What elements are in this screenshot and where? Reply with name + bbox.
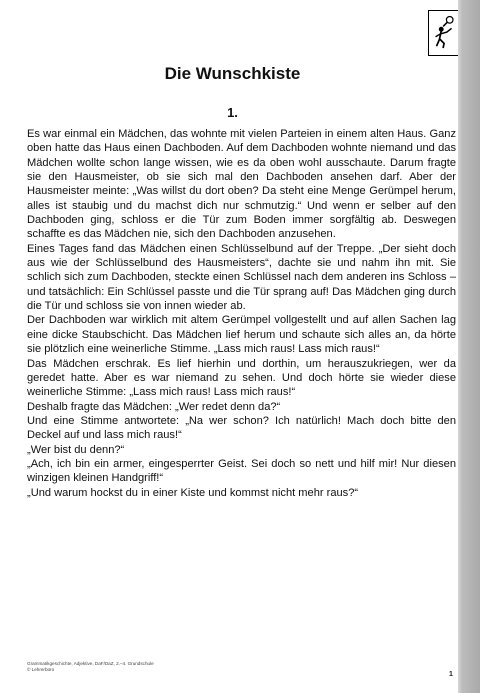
paragraph: „Ach, ich bin ein armer, eingesperrter Geist. Sei doch so nett und hilf mir! Nur diesen winzigen kleinen Handgriff!“: [27, 457, 456, 485]
story-text: [27, 127, 456, 500]
paragraph: „Wer bist du denn?“: [27, 443, 125, 456]
paragraph: „Und warum hockst du in einer Kiste und kommst nicht mehr raus?“: [27, 486, 359, 499]
footer: [27, 661, 327, 672]
page-edge-shadow: [458, 0, 480, 693]
footer-copyright: © Lehrerbüro: [27, 666, 55, 672]
paragraph: Deshalb fragte das Mädchen: „Wer redet denn da?“: [27, 400, 281, 413]
person-with-magnifier-icon: [428, 10, 462, 56]
story-title: Die Wunschkiste: [164, 64, 301, 83]
paragraph: Eines Tages fand das Mädchen einen Schlüsselbund auf der Treppe. „Der sieht doch aus wie der Schlüsselbund des Hausmeisters“, dachte sie und nahm ihn mit. Sie schlich sich zum Dachboden, steckte einen Schlüssel nach dem anderen ins Schloss – und tatsächlich: Ein Schlüssel passte und die Tür sprang auf! Das Mädchen ging durch die Tür und schloss sie von innen wieder ab.: [27, 242, 456, 313]
page-number: 1: [449, 671, 453, 678]
paragraph: Und eine Stimme antwortete: „Na wer schon? Ich natürlich! Mach doch bitte den Deckel auf und lass mich raus!“: [27, 414, 456, 442]
chapter-number: 1.: [227, 105, 238, 120]
paragraph: Der Dachboden war wirklich mit altem Gerümpel vollgestellt und auf allen Sachen lag eine dicke Staubschicht. Das Mädchen lief herum und schaute sich alles an, da hörte sie plötzlich eine weinerliche Stimme. „Lass mich raus! Lass mich raus!“: [27, 314, 456, 356]
paragraph: Es war einmal ein Mädchen, das wohnte mit vielen Parteien in einem alten Haus. Ganz oben hatte das Haus einen Dachboden. Auf dem Dachboden wohnte niemand und das Mädchen wollte schon lange wissen, wie es da oben wohl ausschaute. Darum fragte sie den Hausmeister, ob sie sich mal den Dachboden ansehen darf. Aber der Hausmeister meinte: „Was willst du dort oben? Da steht eine Menge Gerümpel herum, alles ist staubig und du machst dich nur schmutzig.“ Und wenn er selber auf den Dachboden ging, schloss er die Tür zum Boden immer sorgfältig ab. Deswegen schaffte es das Mädchen nie, sich den Dachboden anzusehen.: [27, 128, 456, 241]
footer-source: Grammatikgeschichte, Adjektive, DaF/DaZ, 2.–4. Grundschule: [27, 661, 154, 666]
paragraph: Das Mädchen erschrak. Es lief hierhin und dorthin, um herauszukriegen, wer da geredet hatte. Aber es war niemand zu sehen. Und doch hörte sie wieder diese weinerliche Stimme: „Lass mich raus! Lass mich raus!“: [27, 357, 456, 399]
